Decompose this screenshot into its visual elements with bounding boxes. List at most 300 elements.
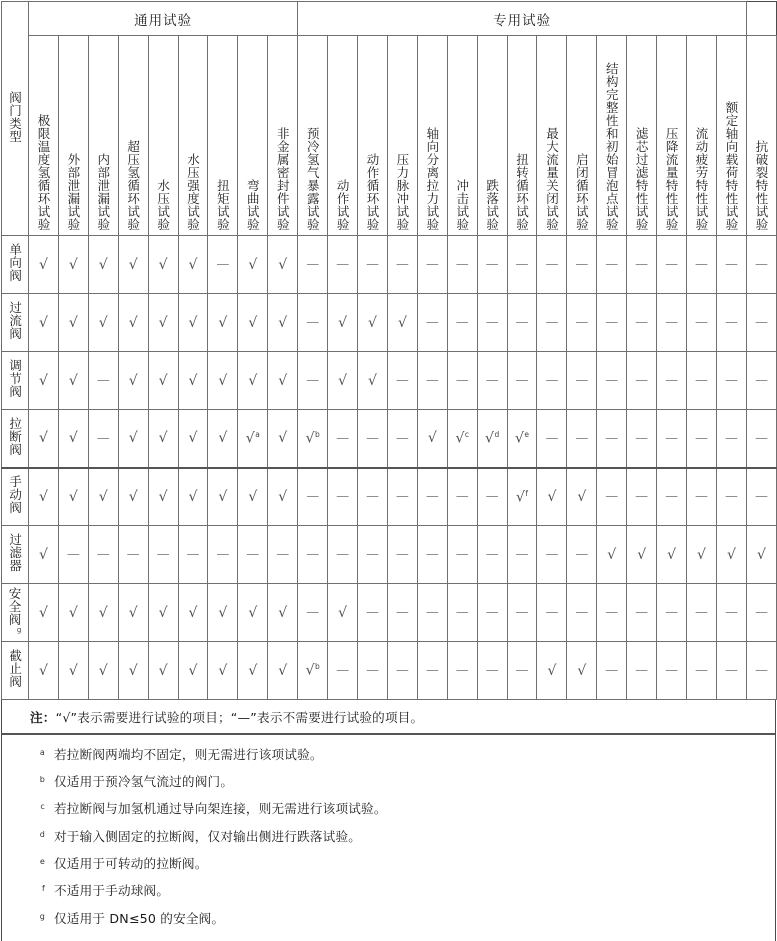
valve-type-label-7 <box>2 642 29 700</box>
matrix-cell <box>358 236 388 294</box>
matrix-cell <box>687 352 717 410</box>
column-header-0 <box>29 36 59 236</box>
column-header-11 <box>358 36 388 236</box>
cell-value: — <box>754 605 768 620</box>
cell-value: √ <box>158 604 168 621</box>
table-row <box>2 294 777 352</box>
cell-value: √ <box>278 430 288 447</box>
cell-value: — <box>694 663 708 678</box>
matrix-cell <box>268 236 298 294</box>
cell-value: — <box>455 489 469 505</box>
matrix-cell <box>507 294 537 352</box>
column-header-label: 水压试验 <box>155 179 171 231</box>
footnote-ref: b <box>315 430 320 440</box>
cell-value: √ <box>158 256 168 273</box>
column-header-label: 滤芯过滤特性试验 <box>634 127 650 231</box>
matrix-cell <box>716 584 746 642</box>
matrix-cell <box>507 468 537 526</box>
matrix-cell <box>268 526 298 584</box>
cell-value: √ <box>68 488 78 505</box>
column-header-label: 动作循环试验 <box>365 153 380 231</box>
cell-value: √ <box>305 662 315 679</box>
column-header-24 <box>747 36 777 236</box>
cell-value: √ <box>38 314 48 331</box>
matrix-cell <box>567 642 597 700</box>
matrix-cell <box>447 410 477 468</box>
matrix-cell <box>328 410 358 468</box>
matrix-cell <box>657 642 687 700</box>
footnote-ref: g <box>15 625 24 635</box>
row-header-corner <box>2 2 29 236</box>
cell-value: √ <box>607 546 617 563</box>
cell-value: — <box>186 547 200 562</box>
matrix-body <box>2 236 777 700</box>
footnote-marker: d <box>39 829 45 839</box>
cell-value: — <box>455 547 469 562</box>
matrix-cell <box>268 352 298 410</box>
matrix-cell <box>118 294 148 352</box>
cell-value: — <box>575 315 589 330</box>
matrix-cell <box>178 468 208 526</box>
cell-value: — <box>635 257 649 272</box>
matrix-cell <box>477 352 507 410</box>
matrix-cell <box>178 526 208 584</box>
cell-value: √ <box>68 430 78 447</box>
matrix-cell <box>148 468 178 526</box>
cell-value: — <box>425 315 439 330</box>
cell-value: — <box>216 257 230 272</box>
matrix-cell <box>567 468 597 526</box>
cell-value: — <box>545 257 559 272</box>
matrix-cell <box>208 410 238 468</box>
footnote-text: 仅适用于 DN≤50 的安全阀。 <box>54 910 225 926</box>
footnote-item <box>2 796 775 823</box>
valve-type-text: 截止阀 <box>7 649 23 688</box>
cell-value: — <box>694 605 708 620</box>
footnote-marker: c <box>40 802 45 812</box>
matrix-cell <box>387 236 417 294</box>
matrix-cell <box>747 526 777 584</box>
matrix-cell <box>477 584 507 642</box>
matrix-cell <box>627 584 657 642</box>
cell-value: — <box>605 663 619 678</box>
matrix-cell <box>447 236 477 294</box>
matrix-cell <box>716 294 746 352</box>
cell-value: √ <box>128 430 138 447</box>
column-header-row <box>2 36 777 236</box>
valve-type-text: 安全阀 <box>6 586 22 626</box>
test-requirement-matrix <box>1 1 777 700</box>
cell-value: — <box>425 257 439 272</box>
matrix-cell <box>687 526 717 584</box>
column-header-18 <box>567 36 597 236</box>
cell-value: √ <box>248 314 258 331</box>
matrix-cell <box>747 642 777 700</box>
cell-value: √ <box>278 256 288 273</box>
table-row <box>2 584 777 642</box>
matrix-cell <box>657 468 687 526</box>
cell-value: — <box>366 605 379 620</box>
matrix-cell <box>537 468 567 526</box>
matrix-cell <box>597 352 627 410</box>
cell-value: √ <box>98 256 108 273</box>
matrix-cell <box>148 352 178 410</box>
cell-value: — <box>515 373 529 388</box>
matrix-cell <box>567 352 597 410</box>
matrix-cell <box>58 642 88 700</box>
cell-value: √ <box>98 314 108 331</box>
cell-value: — <box>246 547 260 562</box>
matrix-cell <box>447 468 477 526</box>
matrix-cell <box>597 410 627 468</box>
matrix-cell <box>238 526 268 584</box>
matrix-head <box>2 2 777 236</box>
matrix-cell <box>328 584 358 642</box>
cell-value: √ <box>68 314 78 331</box>
column-header-13 <box>417 36 447 236</box>
row-header-label: 阀门类型 <box>7 90 23 143</box>
table-note <box>2 700 775 735</box>
cell-value: √ <box>218 662 228 679</box>
matrix-cell <box>447 584 477 642</box>
matrix-cell <box>88 410 118 468</box>
matrix-cell <box>118 642 148 700</box>
matrix-cell <box>387 526 417 584</box>
footnote-item <box>2 905 775 932</box>
cell-value: √ <box>188 314 198 331</box>
matrix-cell <box>58 236 88 294</box>
matrix-cell <box>208 236 238 294</box>
matrix-cell <box>178 410 208 468</box>
cell-value: √ <box>278 372 288 389</box>
column-header-label: 预冷氢气暴露试验 <box>305 127 321 231</box>
matrix-cell <box>747 468 777 526</box>
cell-value: — <box>635 373 649 388</box>
matrix-cell <box>268 468 298 526</box>
matrix-cell <box>627 468 657 526</box>
cell-value: √ <box>338 604 348 621</box>
footnote-text: 若拉断阀与加氢机通过导向架连接，则无需进行该项试验。 <box>54 801 387 817</box>
matrix-cell <box>687 642 717 700</box>
matrix-cell <box>627 236 657 294</box>
matrix-cell <box>387 410 417 468</box>
cell-value: √ <box>188 430 198 447</box>
matrix-cell <box>358 468 388 526</box>
cell-value: √ <box>278 314 288 331</box>
cell-value: √ <box>158 662 168 679</box>
cell-value: √ <box>188 662 198 679</box>
matrix-cell <box>208 294 238 352</box>
cell-value: — <box>724 373 738 388</box>
cell-value: √ <box>577 488 587 505</box>
column-header-label: 额定轴向载荷特性试验 <box>723 101 739 231</box>
matrix-cell <box>358 294 388 352</box>
cell-value: √ <box>68 372 78 389</box>
cell-value: — <box>545 315 559 330</box>
matrix-cell <box>238 294 268 352</box>
cell-value: — <box>485 489 499 505</box>
matrix-cell <box>716 642 746 700</box>
cell-value: — <box>635 605 649 620</box>
matrix-cell <box>716 526 746 584</box>
matrix-cell <box>208 468 238 526</box>
matrix-cell <box>716 352 746 410</box>
matrix-cell <box>268 294 298 352</box>
group-header-0: 通用试验 <box>29 2 298 36</box>
matrix-cell <box>29 468 59 526</box>
matrix-cell <box>148 584 178 642</box>
cell-value: √ <box>158 314 168 331</box>
matrix-cell <box>567 526 597 584</box>
cell-value: — <box>485 373 499 388</box>
column-header-label: 弯曲试验 <box>245 179 261 231</box>
valve-type-text: 拉断阀 <box>7 416 23 456</box>
group-header-row <box>2 2 777 36</box>
matrix-cell <box>148 294 178 352</box>
cell-value: — <box>336 489 350 505</box>
cell-value: √ <box>338 314 348 331</box>
cell-value: — <box>635 489 649 505</box>
cell-value: √ <box>278 488 288 505</box>
matrix-cell <box>507 584 537 642</box>
cell-value: — <box>635 430 649 446</box>
cell-value: √ <box>248 604 258 621</box>
column-header-22 <box>687 36 717 236</box>
matrix-cell <box>657 410 687 468</box>
table-row <box>2 410 777 468</box>
matrix-cell <box>268 584 298 642</box>
cell-value: √ <box>338 372 348 389</box>
matrix-cell <box>387 352 417 410</box>
matrix-cell <box>358 352 388 410</box>
cell-value: √ <box>248 488 258 505</box>
footnote-text: 仅适用于可转动的拉断阀。 <box>54 855 208 871</box>
cell-value: — <box>66 547 80 562</box>
cell-value: — <box>366 663 379 678</box>
matrix-cell <box>716 236 746 294</box>
matrix-cell <box>178 236 208 294</box>
cell-value: √ <box>98 662 108 679</box>
matrix-cell <box>747 410 777 468</box>
cell-value: — <box>754 430 768 446</box>
column-header-label: 非金属密封件试验 <box>275 127 291 231</box>
matrix-cell <box>537 526 567 584</box>
cell-value: — <box>366 489 379 505</box>
column-header-label: 压力脉冲试验 <box>394 153 410 231</box>
column-header-10 <box>328 36 358 236</box>
cell-value: — <box>665 605 679 620</box>
footnote-item <box>2 741 775 768</box>
cell-value: √ <box>278 604 288 621</box>
column-header-14 <box>447 36 477 236</box>
matrix-cell <box>29 294 59 352</box>
cell-value: √ <box>38 604 48 621</box>
matrix-cell <box>716 410 746 468</box>
cell-value: — <box>485 257 499 272</box>
matrix-cell <box>29 410 59 468</box>
cell-value: √ <box>305 430 315 447</box>
cell-value: — <box>694 489 708 505</box>
matrix-cell <box>58 352 88 410</box>
column-header-label: 轴向分离拉力试验 <box>424 127 440 231</box>
column-header-16 <box>507 36 537 236</box>
matrix-cell <box>148 526 178 584</box>
matrix-cell <box>537 642 567 700</box>
cell-value: √ <box>756 546 766 563</box>
cell-value: — <box>425 547 439 562</box>
cell-value: — <box>485 315 499 330</box>
footnote-marker: a <box>39 747 45 757</box>
valve-type-label-1 <box>2 294 29 352</box>
cell-value: — <box>455 257 469 272</box>
cell-value: √ <box>218 430 228 447</box>
cell-value: — <box>306 489 320 505</box>
matrix-cell <box>88 468 118 526</box>
cell-value: — <box>605 257 619 272</box>
column-header-label: 抗破裂特性试验 <box>753 140 769 231</box>
table-row <box>2 468 777 526</box>
matrix-cell <box>627 410 657 468</box>
column-header-17 <box>537 36 567 236</box>
cell-value: — <box>395 257 409 272</box>
matrix-cell <box>747 584 777 642</box>
column-header-label: 动作试验 <box>335 179 351 231</box>
column-header-label: 超压氢循环试验 <box>125 140 141 231</box>
cell-value: — <box>395 663 409 678</box>
cell-value: — <box>96 430 110 446</box>
cell-value: — <box>515 257 529 272</box>
cell-value: √ <box>727 546 736 563</box>
matrix-cell <box>148 236 178 294</box>
cell-value: √ <box>515 430 524 447</box>
matrix-cell <box>747 236 777 294</box>
matrix-cell <box>298 584 328 642</box>
cell-value: — <box>485 547 499 562</box>
column-header-label: 扭转循环试验 <box>514 153 530 231</box>
footnote-marker: g <box>39 911 45 921</box>
valve-type-text: 调节阀 <box>7 359 23 398</box>
matrix-cell <box>118 526 148 584</box>
cell-value: — <box>425 489 439 505</box>
valve-type-label-0 <box>2 236 29 294</box>
cell-value: √ <box>68 604 78 621</box>
cell-value: — <box>455 373 469 388</box>
valve-type-text: 手动阀 <box>7 475 23 515</box>
matrix-cell <box>597 584 627 642</box>
matrix-cell <box>58 584 88 642</box>
matrix-cell <box>208 352 238 410</box>
matrix-cell <box>597 294 627 352</box>
cell-value: — <box>754 373 768 388</box>
matrix-cell <box>447 642 477 700</box>
valve-type-label-6 <box>2 584 29 642</box>
table-row <box>2 236 777 294</box>
column-header-5 <box>178 36 208 236</box>
cell-value: — <box>336 547 350 562</box>
footnote-text: 对于输入侧固定的拉断阀，仅对输出侧进行跌落试验。 <box>54 828 362 844</box>
cell-value: √ <box>158 430 168 447</box>
cell-value: √ <box>38 372 48 389</box>
matrix-cell <box>627 352 657 410</box>
matrix-cell <box>537 236 567 294</box>
cell-value: — <box>694 315 708 330</box>
cell-value: — <box>306 315 320 330</box>
matrix-cell <box>477 526 507 584</box>
matrix-cell <box>358 526 388 584</box>
matrix-cell <box>687 410 717 468</box>
column-header-8 <box>268 36 298 236</box>
footnote-ref: e <box>524 430 530 440</box>
footnote-ref: a <box>255 430 260 440</box>
matrix-cell <box>657 352 687 410</box>
matrix-cell <box>358 642 388 700</box>
cell-value: √ <box>697 546 706 563</box>
column-header-label: 扭矩试验 <box>215 179 231 231</box>
cell-value: — <box>545 430 559 446</box>
cell-value: √ <box>98 604 108 621</box>
cell-value: √ <box>68 662 78 679</box>
cell-value: √ <box>158 372 168 389</box>
matrix-cell <box>507 526 537 584</box>
matrix-cell <box>417 584 447 642</box>
matrix-cell <box>58 410 88 468</box>
cell-value: — <box>425 605 439 620</box>
cell-value: √ <box>397 314 407 331</box>
cell-value: — <box>336 663 350 678</box>
matrix-cell <box>298 526 328 584</box>
cell-value: √ <box>38 546 48 563</box>
cell-value: √ <box>128 604 138 621</box>
matrix-cell <box>298 294 328 352</box>
matrix-cell <box>747 352 777 410</box>
matrix-cell <box>148 410 178 468</box>
cell-value: √ <box>248 662 258 679</box>
matrix-cell <box>29 584 59 642</box>
matrix-cell <box>417 642 447 700</box>
matrix-cell <box>597 642 627 700</box>
matrix-cell <box>417 352 447 410</box>
cell-value: — <box>724 663 738 678</box>
cell-value: √ <box>38 662 48 679</box>
cell-value: √ <box>245 430 255 447</box>
matrix-cell <box>268 410 298 468</box>
matrix-cell <box>238 468 268 526</box>
cell-value: √ <box>188 256 198 273</box>
column-header-label: 水压强度试验 <box>185 153 201 231</box>
matrix-cell <box>118 236 148 294</box>
matrix-cell <box>537 584 567 642</box>
cell-value: √ <box>455 430 465 447</box>
cell-value: √ <box>427 430 437 447</box>
matrix-cell <box>567 294 597 352</box>
footnote-ref: d <box>494 430 500 440</box>
matrix-cell <box>537 352 567 410</box>
cell-value: — <box>605 315 619 330</box>
cell-value: √ <box>516 488 525 505</box>
matrix-cell <box>29 642 59 700</box>
cell-value: √ <box>98 488 108 505</box>
valve-type-label-5 <box>2 526 29 584</box>
column-header-12 <box>387 36 417 236</box>
matrix-cell <box>657 584 687 642</box>
cell-value: — <box>635 663 649 678</box>
matrix-cell <box>88 642 118 700</box>
cell-value: — <box>306 547 320 562</box>
matrix-cell <box>507 352 537 410</box>
cell-value: — <box>96 547 110 562</box>
column-header-label: 内部泄漏试验 <box>95 153 111 231</box>
cell-value: — <box>306 257 320 272</box>
